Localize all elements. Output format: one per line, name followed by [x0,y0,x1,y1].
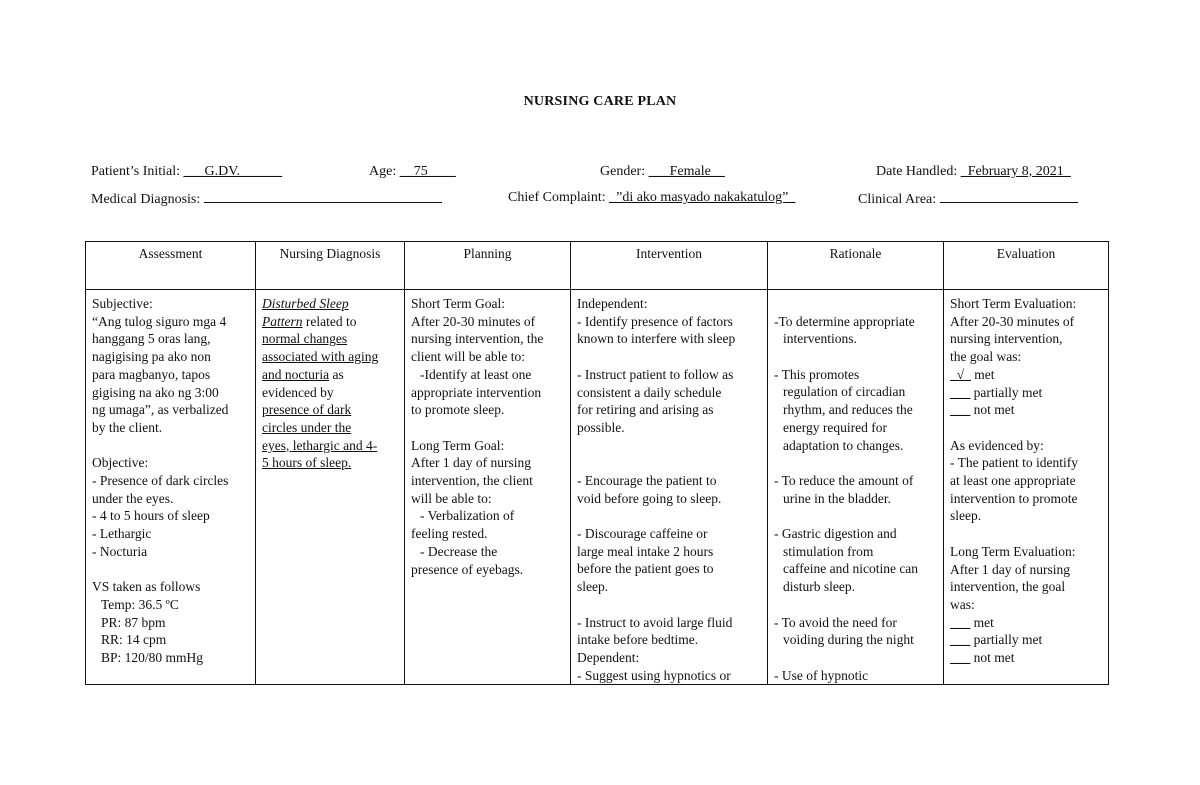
rationale-line: disturb sleep. [783,579,855,595]
option-partial-label: partially met [970,632,1043,648]
diagnosis-title-2: Pattern [262,313,303,329]
intervention-line: consistent a daily schedule [577,384,722,400]
planning-line: After 1 day of nursing [411,455,531,471]
evaluation-line: nursing intervention, [950,331,1063,347]
short-term-evaluation-label: Short Term Evaluation: [950,296,1077,311]
diagnosis-text: normal changes [262,331,348,347]
intervention-cell [571,290,768,685]
evaluation-line: - The patient to identify [950,455,1078,471]
evaluation-line: intervention to promote [950,490,1078,506]
option-notmet-label: not met [970,650,1015,666]
vital-sign-pr: PR: 87 bpm [101,614,166,630]
intervention-line: void before going to sleep. [577,490,722,506]
chief-complaint-field [508,190,795,206]
option-met-label: met [970,614,994,630]
objective-line: - Lethargic [92,526,152,542]
planning-item: -Identify at least one [420,366,532,382]
rationale-line: - To avoid the need for [774,614,897,630]
intervention-line: - Discourage caffeine or [577,526,708,542]
medical-diagnosis-field [91,190,442,208]
intervention-line: - Suggest using hypnotics or [577,667,731,683]
evaluation-line: sleep. [950,508,982,524]
short-term-goal-label: Short Term Goal: [411,296,506,311]
evaluation-line: the goal was: [950,349,1022,365]
option-not-met [950,401,1103,419]
rationale-line: urine in the bladder. [783,490,891,506]
subjective-line: by the client. [92,419,163,435]
vital-sign-rr: RR: 14 cpm [101,632,167,648]
option-partial-label: partially met [970,384,1043,400]
evaluation-line: After 20-30 minutes of [950,313,1075,329]
intervention-line: intake before bedtime. [577,632,699,648]
evaluation-line: at least one appropriate [950,473,1076,489]
option-blank: ___ [950,632,971,648]
intervention-line: - Instruct to avoid large fluid [577,614,733,630]
care-plan-table [85,241,1109,685]
option-partially-met [950,384,1103,402]
planning-item: - Verbalization of [420,508,515,524]
medical-diagnosis-blank [204,190,442,203]
option-blank: ___ [950,614,971,630]
date-value: _February 8, 2021_ [960,164,1071,179]
age-label: Age: [369,164,397,179]
intervention-line: - Instruct patient to follow as [577,366,734,382]
long-term-evaluation-label: Long Term Evaluation: [950,543,1076,559]
assessment-cell [86,290,256,685]
evaluation-line: After 1 day of nursing [950,561,1070,577]
objective-label: Objective: [92,455,149,471]
objective-line: - 4 to 5 hours of sleep [92,508,210,524]
gender-field [600,164,725,180]
option-not-met [950,649,1103,667]
clinical-area-blank [940,190,1078,203]
option-blank: ___ [950,384,971,400]
subjective-line: “Ang tulog siguro mga 4 [92,313,227,329]
planning-line: client will be able to: [411,349,525,365]
subjective-line: hanggang 5 oras lang, [92,331,211,347]
rationale-line: - Use of hypnotic [774,667,869,683]
diagnosis-text: 5 hours of sleep. [262,455,352,471]
table-row [86,290,1109,685]
age-field [369,164,456,180]
page-title: NURSING CARE PLAN [523,94,677,109]
subjective-line: nagigising pa ako non [92,349,211,365]
header-intervention: Intervention [571,242,768,290]
rationale-line: voiding during the night [783,632,914,648]
header-planning: Planning [405,242,571,290]
planning-line: nursing intervention, the [411,331,544,347]
planning-item: - Decrease the [420,543,498,559]
intervention-line: known to interfere with sleep [577,331,736,347]
rationale-cell [768,290,944,685]
header-evaluation: Evaluation [944,242,1109,290]
diagnosis-text: associated with aging [262,349,379,365]
rationale-line: regulation of circadian [783,384,906,400]
table-header-row [86,242,1109,290]
patient-initial-label: Patient’s Initial: [91,164,181,179]
diagnosis-text: related to [302,313,357,329]
diagnosis-text: eyes, lethargic and 4- [262,437,378,453]
intervention-line: before the patient goes to [577,561,714,577]
option-partially-met [950,631,1103,649]
rationale-line: - To reduce the amount of [774,472,914,488]
rationale-line: energy required for [783,419,887,435]
rationale-line: interventions. [783,331,857,347]
planning-line: appropriate intervention [411,384,542,400]
subjective-line: gigising na ako ng 3:00 [92,384,219,400]
rationale-line: - This promotes [774,366,860,382]
rationale-line: stimulation from [783,543,874,559]
nursing-diagnosis-cell [256,290,405,685]
option-notmet-label: not met [970,402,1015,418]
option-met-label: met [970,366,995,382]
vital-sign-temp: Temp: 36.5 ºC [101,596,179,612]
dependent-label: Dependent: [577,649,640,665]
intervention-line: sleep. [577,579,609,595]
evidence-label: As evidenced by: [950,437,1044,453]
medical-diagnosis-label: Medical Diagnosis: [91,192,201,207]
vital-sign-bp: BP: 120/80 mmHg [101,650,204,666]
planning-line: presence of eyebags. [411,561,524,577]
option-met-checked [950,366,1103,384]
date-label: Date Handled: [876,164,958,179]
intervention-line: large meal intake 2 hours [577,543,714,559]
evaluation-line: intervention, the goal [950,579,1066,595]
patient-initial-field [91,164,282,180]
patient-initial-value: ___G.DV.______ [183,164,283,179]
diagnosis-text: circles under the [262,419,352,435]
rationale-line: -To determine appropriate [774,313,915,329]
intervention-line: possible. [577,419,625,435]
subjective-line: para magbanyo, tapos [92,366,211,382]
chief-complaint-value: _”di ako masyado nakakatulog”_ [609,190,796,205]
option-blank: ___ [950,650,971,666]
diagnosis-text: evidenced by [262,384,334,400]
long-term-goal-label: Long Term Goal: [411,437,505,453]
planning-line: feeling rested. [411,526,488,542]
objective-line: - Nocturia [92,543,148,559]
planning-line: to promote sleep. [411,402,505,418]
planning-line: intervention, the client [411,473,533,489]
intervention-line: - Identify presence of factors [577,313,733,329]
rationale-line: caffeine and nicotine can [783,561,919,577]
gender-label: Gender: [600,164,646,179]
independent-label: Independent: [577,296,648,311]
rationale-line: - Gastric digestion and [774,526,897,542]
gender-value: ___Female__ [648,164,725,179]
check-mark: _√_ [950,366,971,382]
objective-line: under the eyes. [92,490,174,506]
age-value: __75____ [399,164,456,179]
evaluation-line: was: [950,596,975,612]
rationale-line: adaptation to changes. [783,437,904,453]
subjective-label: Subjective: [92,296,153,311]
header-rationale: Rationale [768,242,944,290]
intervention-line: for retiring and arising as [577,402,714,418]
vital-signs-label: VS taken as follows [92,579,201,595]
header-nursing-diagnosis: Nursing Diagnosis [256,242,405,290]
option-blank: ___ [950,402,971,418]
objective-line: - Presence of dark circles [92,473,229,489]
date-field [876,164,1071,180]
planning-line: will be able to: [411,490,492,506]
diagnosis-text: and nocturia [262,366,330,382]
evaluation-cell [944,290,1109,685]
planning-cell [405,290,571,685]
clinical-area-field [858,190,1078,208]
header-assessment: Assessment [86,242,256,290]
chief-complaint-label: Chief Complaint: [508,190,606,205]
planning-line: After 20-30 minutes of [411,313,536,329]
option-met [950,614,1103,632]
subjective-line: ng umaga”, as verbalized [92,402,229,418]
diagnosis-text: as [329,366,344,382]
clinical-area-label: Clinical Area: [858,192,937,207]
intervention-line: - Encourage the patient to [577,472,717,488]
diagnosis-text: presence of dark [262,402,352,418]
rationale-line: rhythm, and reduces the [783,402,913,418]
diagnosis-title: Disturbed Sleep [262,296,349,311]
